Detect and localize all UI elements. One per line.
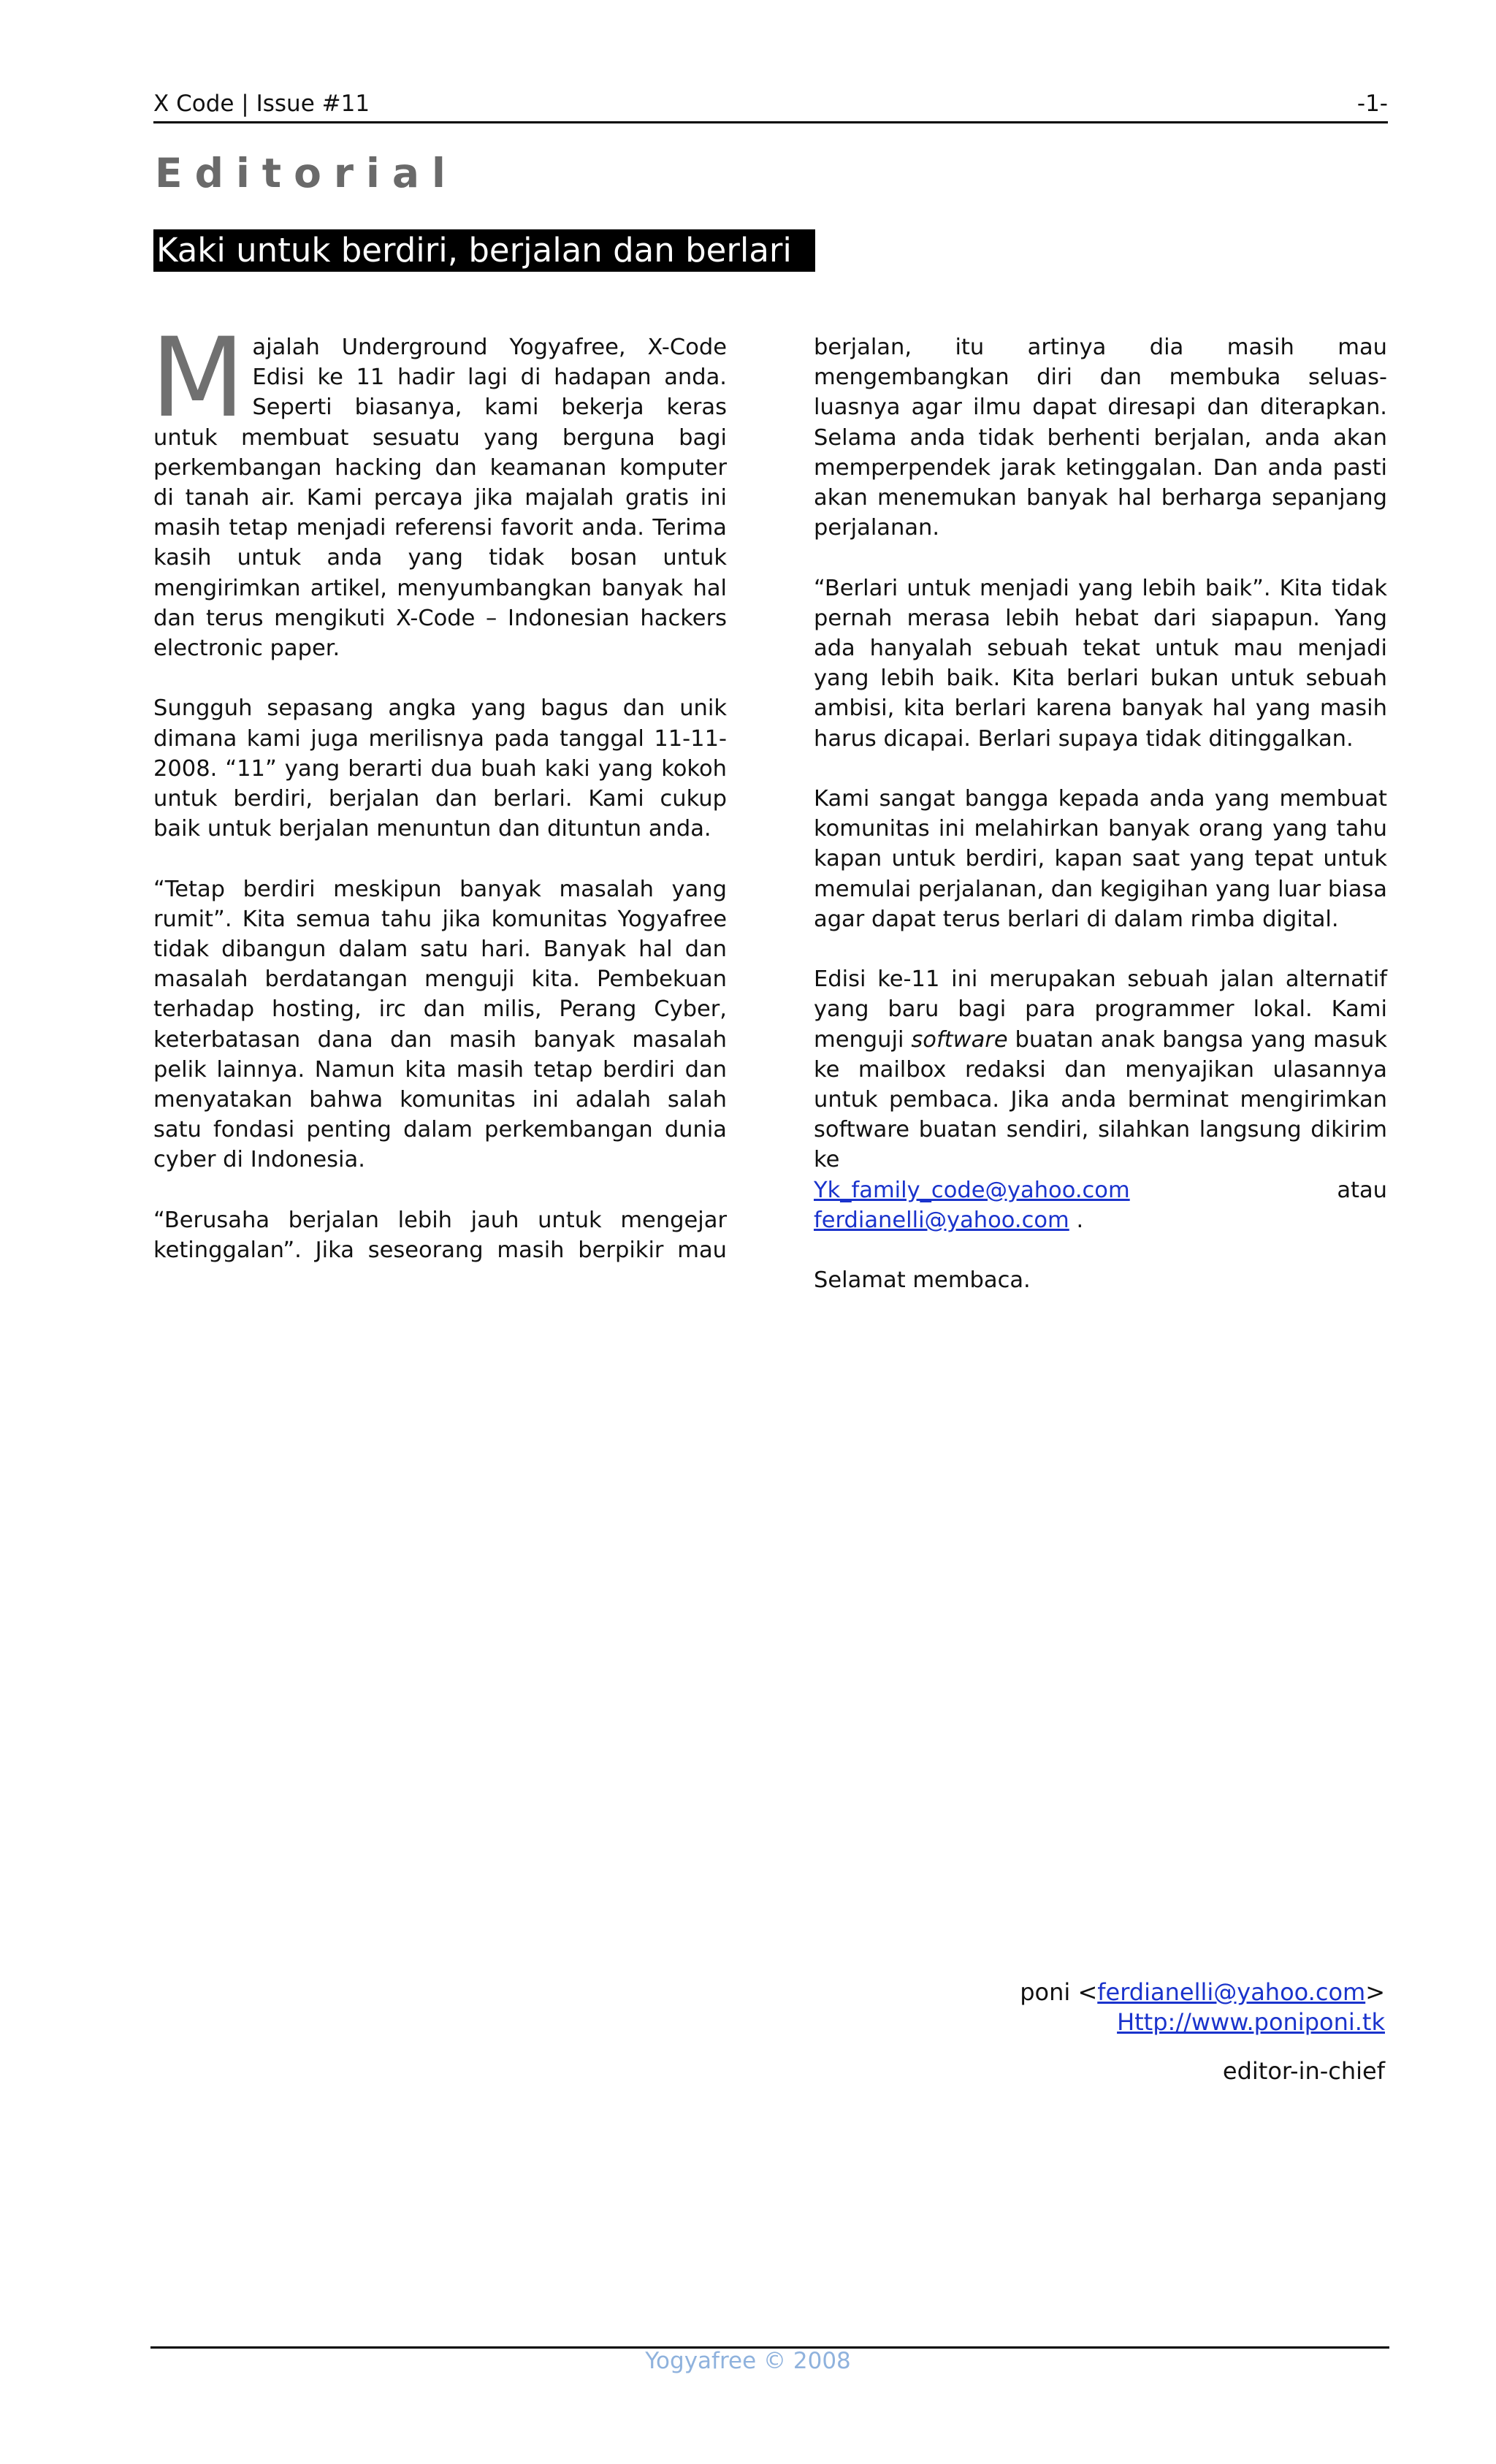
signature-role: editor-in-chief	[1222, 2057, 1385, 2085]
submission-text-b: buatan anak bangsa yang masuk ke mailbox redaksi dan menyajikan ulasannya untuk pembaca. Jika anda berminat mengirimkan software buatan sendiri, silahkan langsung dikirim ke	[814, 1026, 1388, 1173]
paragraph-closing: Selamat membaca.	[814, 1267, 1031, 1294]
page-footer: Yogyafree © 2008	[645, 2348, 851, 2374]
period-text: .	[1069, 1207, 1084, 1233]
signature-block	[1020, 1977, 1385, 2086]
right-column	[814, 332, 1387, 1326]
section-title: Editorial	[155, 150, 458, 197]
signature-bracket: >	[1365, 1978, 1385, 2006]
article-subtitle: Kaki untuk berdiri, berjalan dan berlari	[153, 229, 815, 272]
paragraph-intro-text: ajalah Underground Yogyafree, X-Code Edisi ke 11 hadir lagi di hadapan anda. Seperti biasanya, kami bekerja keras untuk membuat sesuatu yang berguna bagi perkembangan hacking dan keamanan komputer di tanah air. Kami percaya jika majalah gratis ini masih tetap menjadi referensi favorit anda. Terima kasih untuk anda yang tidak bosan untuk mengirimkan artikel, menyumbangkan banyak hal dan terus mengikuti X-Code – Indonesian hackers electronic paper.	[153, 335, 727, 662]
paragraph-standing: “Tetap berdiri meskipun banyak masalah yang rumit”. Kita semua tahu jika komunitas Yogyafree tidak dibangun dalam satu hari. Banyak hal dan masalah berdatangan menguji kita. Pembekuan terhadap hosting, irc dan milis, Perang Cyber, keterbatasan dana dan masih banyak masalah pelik lainnya. Namun kita masih tetap berdiri dan menyatakan bahwa komunitas ini adalah salah satu fondasi penting dalam perkembangan dunia cyber di Indonesia.	[153, 876, 727, 1173]
email-link-ferdianelli[interactable]: ferdianelli@yahoo.com	[814, 1207, 1069, 1233]
email-link-yk[interactable]: Yk_family_code@yahoo.com	[814, 1177, 1130, 1203]
page-number: -1-	[1356, 91, 1388, 117]
signature-email-link[interactable]: ferdianelli@yahoo.com	[1097, 1978, 1366, 2006]
paragraph-date: Sungguh sepasang angka yang bagus dan unik dimana kami juga merilisnya pada tanggal 11-11-2008. “11” yang berarti dua buah kaki yang kokoh untuk berdiri, berjalan dan berlari. Kami cukup baik untuk berjalan menuntun dan dituntun anda.	[153, 695, 727, 842]
signature-name: poni <	[1020, 1978, 1098, 2006]
paragraph-walking-start: “Berusaha berjalan lebih jauh untuk mengejar ketinggalan”. Jika seseorang masih berpikir mau	[153, 1207, 727, 1264]
paragraph-running: “Berlari untuk menjadi yang lebih baik”. Kita tidak pernah merasa lebih hebat dari siapapun. Yang ada hanyalah sebuah tekat untuk mau menjadi yang lebih baik. Kita berlari bukan untuk sebuah ambisi, kita berlari karena banyak hal yang masih harus dicapai. Berlari supaya tidak ditinggalkan.	[814, 575, 1387, 752]
page-header	[153, 89, 1388, 123]
paragraph-intro	[150, 315, 727, 663]
paragraph-pride: Kami sangat bangga kepada anda yang membuat komunitas ini melahirkan banyak orang yang tahu kapan untuk berdiri, kapan saat yang tepat untuk memulai perjalanan, dan kegigihan yang luar biasa agar dapat terus berlari di dalam rimba digital.	[814, 786, 1387, 932]
atau-text: atau	[1337, 1177, 1387, 1203]
left-column	[150, 315, 727, 1295]
submission-text-a: Edisi ke-11 ini merupakan sebuah jalan alternatif yang baru bagi para programmer lokal. Kami menguji	[814, 966, 1387, 1053]
paragraph-submission	[814, 964, 1387, 1235]
signature-url-link[interactable]: Http://www.poniponi.tk	[1117, 2008, 1385, 2036]
issue-label: X Code | Issue #11	[153, 91, 370, 117]
software-emphasis: software	[911, 1026, 1008, 1053]
signature-name-line	[1020, 1977, 1385, 2007]
drop-cap: M	[150, 315, 245, 442]
email-line	[814, 1175, 1387, 1205]
paragraph-walking-end: berjalan, itu artinya dia masih mau mengembangkan diri dan membuka seluas-luasnya agar ilmu dapat diresapi dan diterapkan. Selama anda tidak berhenti berjalan, anda akan memperpendek jarak ketinggalan. Dan anda pasti akan menemukan banyak hal berharga sepanjang perjalanan.	[814, 335, 1387, 541]
